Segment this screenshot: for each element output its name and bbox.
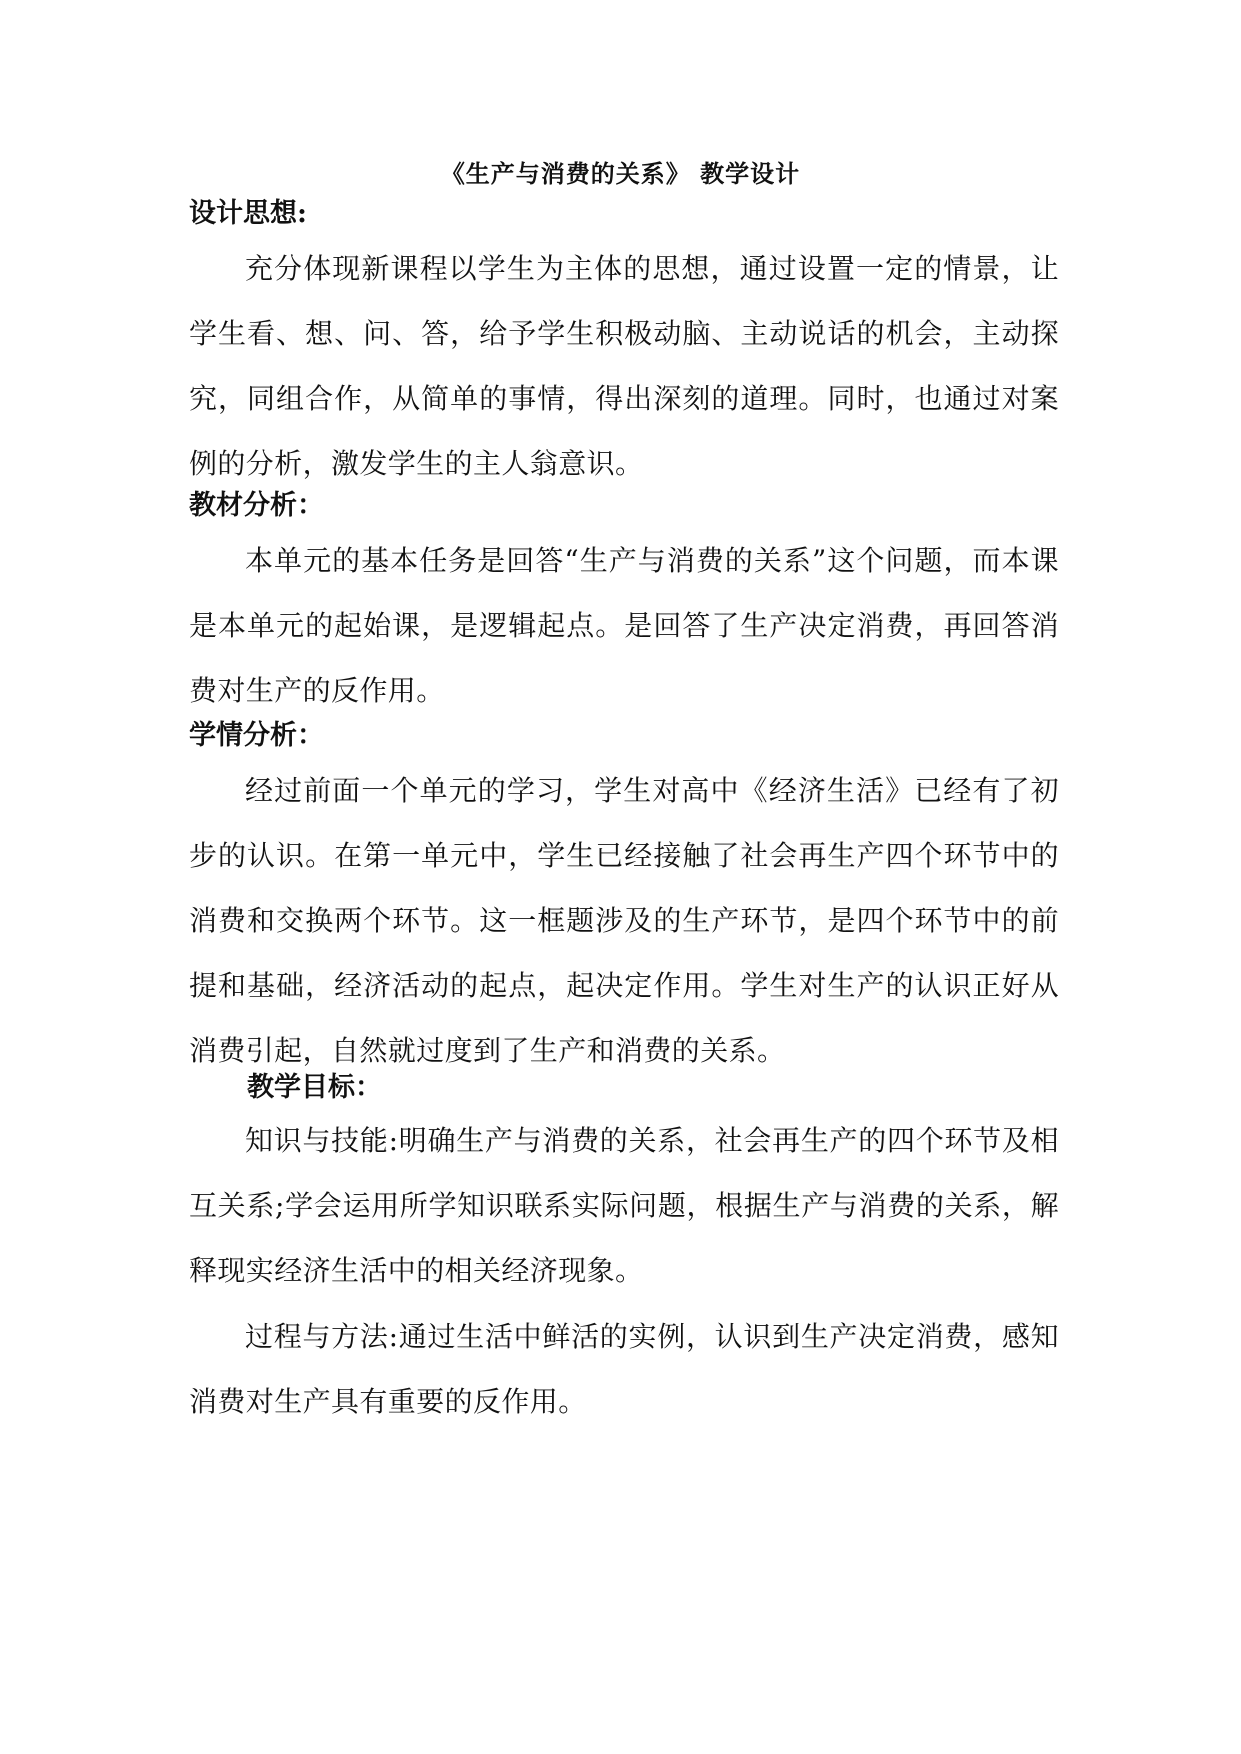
paragraph-design-idea: 充分体现新课程以学生为主体的思想，通过设置一定的情景，让学生看、想、问、答，给予学生积极动脑、主动说话的机会，主动探究，同组合作，从简单的事情，得出深刻的道理。同时，也通过对案例的分析，激发学生的主人翁意识。 [189,252,1059,480]
paragraph-knowledge-skills: 知识与技能:明确生产与消费的关系，社会再生产的四个环节及相互关系;学会运用所学知识联系实际问题，根据生产与消费的关系，解释现实经济生活中的相关经济现象。 [189,1124,1059,1287]
paragraph-learner-analysis: 经过前面一个单元的学习，学生对高中《经济生活》已经有了初步的认识。在第一单元中，学生已经接触了社会再生产四个环节中的消费和交换两个环节。这一框题涉及的生产环节，是四个环节中的前提和基础，经济活动的起点，起决定作用。学生对生产的认识正好从消费引起，自然就过度到了生产和消费的关系。 [189,774,1059,1067]
section-heading-teaching-goals: 教学目标： [247,1072,382,1103]
document-title: 《生产与消费的关系》 教学设计 [440,159,801,188]
section-heading-textbook-analysis: 教材分析： [189,490,324,521]
paragraph-process-methods: 过程与方法:通过生活中鲜活的实例，认识到生产决定消费，感知消费对生产具有重要的反作用。 [189,1320,1059,1418]
section-heading-design-idea: 设计思想: [189,198,307,229]
section-heading-learner-analysis: 学情分析： [189,720,324,751]
paragraph-textbook-analysis: 本单元的基本任务是回答“生产与消费的关系”这个问题，而本课是本单元的起始课，是逻辑起点。是回答了生产决定消费，再回答消费对生产的反作用。 [189,544,1059,707]
